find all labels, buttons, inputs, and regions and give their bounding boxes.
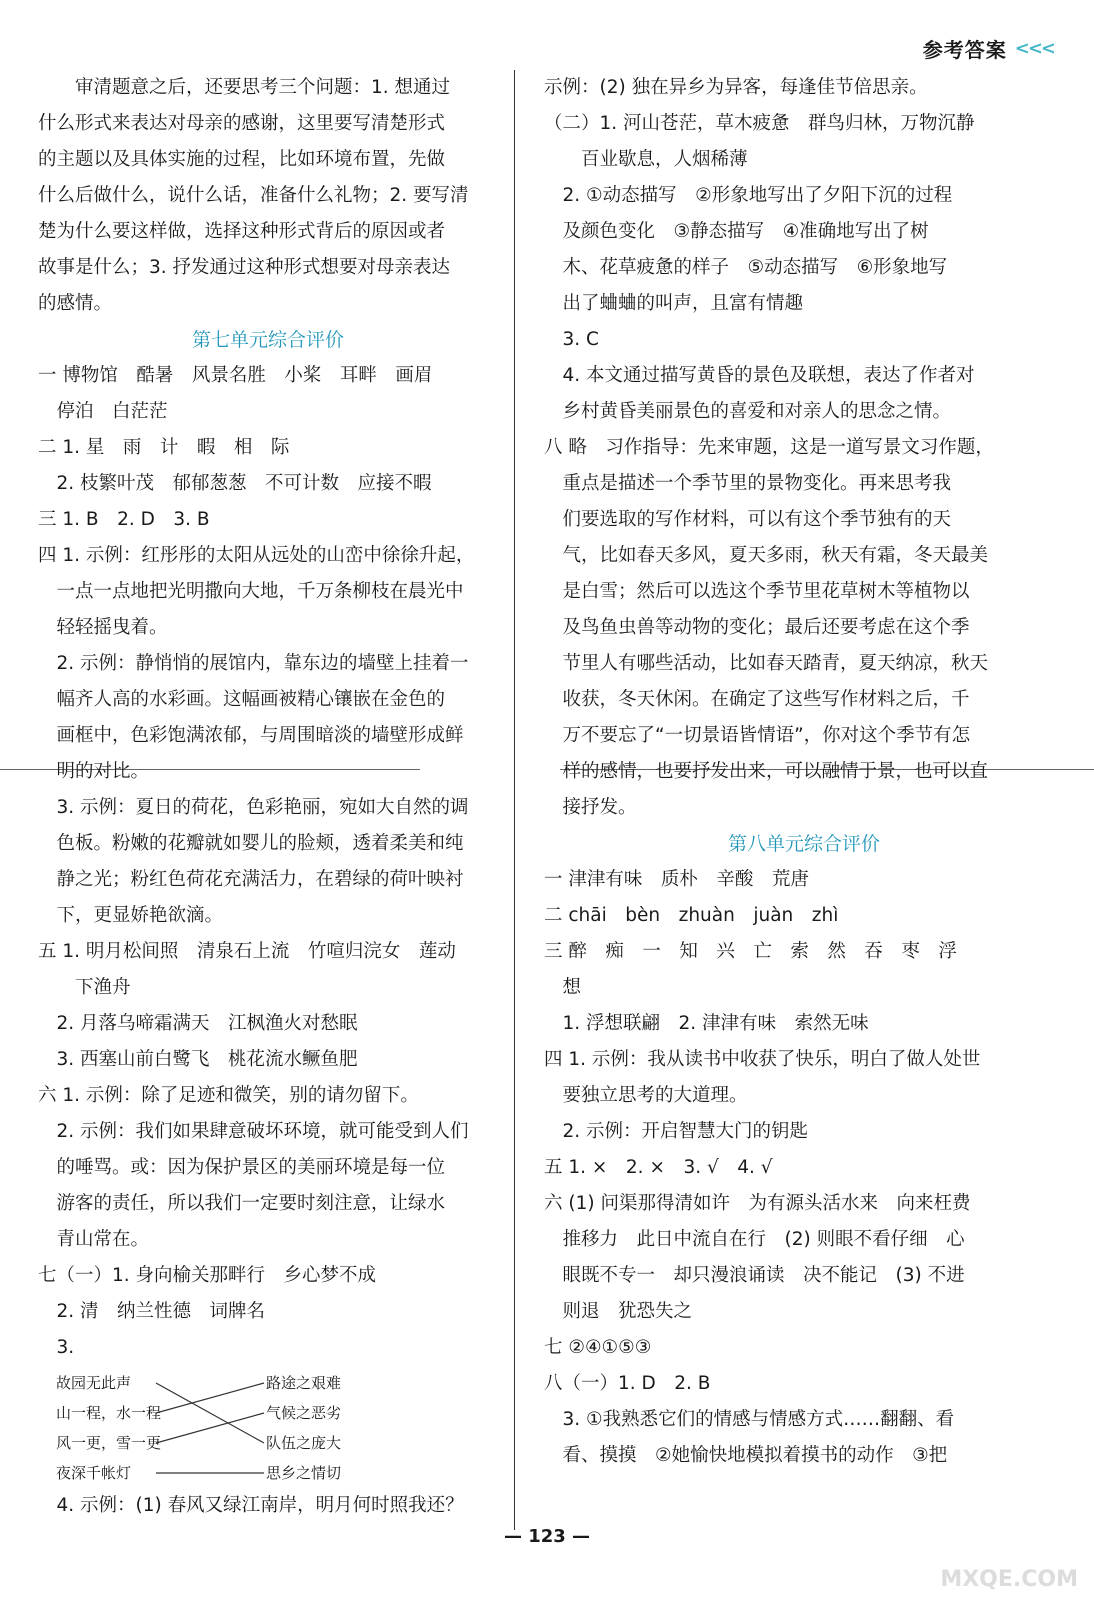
text-line: 什么后做什么，说什么话，准备什么礼物；2. 要写清 (38, 185, 469, 206)
text-line: 七 ②④①⑤③ (544, 1337, 652, 1358)
text-line: 五 1. × 2. × 3. √ 4. √ (544, 1157, 773, 1178)
text-line: 幅齐人高的水彩画。这幅画被精心镶嵌在金色的 (38, 689, 446, 710)
match-line-3 (156, 1413, 264, 1443)
match-right-item: 队伍之庞大 (266, 1434, 342, 1452)
section-title: 第七单元综合评价 (191, 329, 344, 351)
text-line: 收获，冬天休闲。在确定了这些写作材料之后，千 (544, 689, 970, 710)
text-line: 一 博物馆 酷暑 风景名胜 小桨 耳畔 画眉 (38, 365, 433, 386)
text-line: 二 1. 星 雨 计 暇 相 际 (38, 437, 290, 458)
text-line: 木、花草疲惫的样子 ⑤动态描写 ⑥形象地写 (544, 257, 948, 278)
text-line: 想 (544, 977, 582, 998)
match-right-item: 气候之恶劣 (266, 1404, 342, 1422)
text-line: 八（一）1. D 2. B (544, 1373, 711, 1394)
text-line: 们要选取的写作材料，可以有这个季节独有的天 (544, 509, 952, 530)
text-line: 四 1. 示例：红彤彤的太阳从远处的山峦中徐徐升起， (38, 545, 475, 566)
match-left-item: 山一程，水一程 (56, 1404, 162, 1422)
text-line: 要独立思考的大道理。 (544, 1085, 748, 1106)
text-line: 4. 本文通过描写黄昏的景色及联想，表达了作者对 (544, 365, 975, 386)
match-line-2 (156, 1383, 264, 1413)
text-line: 2. 示例：开启智慧大门的钥匙 (544, 1121, 809, 1142)
text-line: 2. ①动态描写 ②形象地写出了夕阳下沉的过程 (544, 185, 953, 206)
text-line: 重点是描述一个季节里的景物变化。再来思考我 (544, 473, 952, 494)
text-line: 游客的责任，所以我们一定要时刻注意，让绿水 (38, 1193, 446, 1214)
text-line: 的感情。 (38, 293, 113, 314)
text-line: 及鸟鱼虫兽等动物的变化；最后还要考虑在这个季 (544, 617, 970, 638)
page-number: — 123 — (503, 1526, 591, 1547)
text-line: 乡村黄昏美丽景色的喜爱和对亲人的思念之情。 (544, 401, 952, 422)
right-column (544, 70, 1064, 1474)
text-line: 四 1. 示例：我从读书中收获了快乐，明白了做人处世 (544, 1049, 981, 1070)
text-line: 六 1. 示例：除了足迹和微笑，别的请勿留下。 (38, 1085, 419, 1106)
chevron-arrows-icon: <<< (1014, 37, 1054, 59)
text-line: 及颜色变化 ③静态描写 ④准确地写出了树 (544, 221, 929, 242)
text-line: 明的对比。 (38, 761, 150, 782)
match-right-item: 路途之艰难 (266, 1374, 342, 1392)
text-line: 接抒发。 (544, 797, 637, 818)
text-line: 出了蛐蛐的叫声，且富有情趣 (544, 293, 804, 314)
text-line: 色板。粉嫩的花瓣就如婴儿的脸颊，透着柔美和纯 (38, 833, 464, 854)
column-divider (514, 70, 515, 1530)
text-line: 停泊 白茫茫 (38, 401, 168, 422)
text-line: 3. (38, 1337, 75, 1358)
text-line: 三 1. B 2. D 3. B (38, 509, 210, 530)
text-line: 气，比如春天多风，夏天多雨，秋天有霜，冬天最美 (544, 545, 989, 566)
text-line: 画框中，色彩饱满浓郁，与周围暗淡的墙壁形成鲜 (38, 725, 464, 746)
matching-left-items (56, 1368, 161, 1488)
text-line: 一点一点地把光明撒向大地，千万条柳枝在晨光中 (38, 581, 464, 602)
text-line: 推移力 此日中流自在行 (2) 则眼不看仔细 心 (544, 1229, 965, 1250)
left-tail-lines (38, 1488, 498, 1524)
text-line: （二）1. 河山苍茫，草木疲惫 群鸟归林，万物沉静 (544, 113, 975, 134)
text-line: 1. 浮想联翩 2. 津津有味 索然无味 (544, 1013, 869, 1034)
watermark-logo: MXQE.COM (940, 1567, 1078, 1592)
text-line: 2. 枝繁叶茂 郁郁葱葱 不可计数 应接不暇 (38, 473, 432, 494)
text-line: 青山常在。 (38, 1229, 150, 1250)
text-line: 2. 示例：我们如果肆意破坏环境，就可能受到人们 (38, 1121, 469, 1142)
left-text-lines (38, 70, 498, 1366)
right-text-lines (544, 70, 1064, 1474)
text-line: 五 1. 明月松间照 清泉石上流 竹喧归浣女 莲动 (38, 941, 456, 962)
text-line: 3. C (544, 329, 599, 350)
text-line: 样的感情，也要抒发出来，可以融情于景，也可以直 (544, 761, 989, 782)
text-line: 轻轻摇曳着。 (38, 617, 168, 638)
text-line: 一 津津有味 质朴 辛酸 荒唐 (544, 869, 809, 890)
text-line: 七（一）1. 身向榆关那畔行 乡心梦不成 (38, 1265, 377, 1286)
header-title: 参考答案 (922, 37, 1007, 62)
text-line: 3. 示例：夏日的荷花，色彩艳丽，宛如大自然的调 (38, 797, 469, 818)
text-line: 百业歇息，人烟稀薄 (544, 149, 748, 170)
text-line: 的唾骂。或：因为保护景区的美丽环境是每一位 (38, 1157, 446, 1178)
match-line-1 (156, 1383, 264, 1443)
text-line: 下，更显娇艳欲滴。 (38, 905, 224, 926)
text-line: 下渔舟 (38, 977, 131, 998)
text-line: 是白雪；然后可以选这个季节里花草树木等植物以 (544, 581, 970, 602)
left-column (38, 70, 498, 1524)
text-line: 3. ①我熟悉它们的情感与情感方式……翻翻、看 (544, 1409, 955, 1430)
text-line: 什么形式来表达对母亲的感谢，这里要写清楚形式 (38, 113, 446, 134)
text-line: 三 醉 痴 一 知 兴 亡 索 然 吞 枣 浮 (544, 941, 957, 962)
text-line: 节里人有哪些活动，比如春天踏青，夏天纳凉，秋天 (544, 653, 989, 674)
text-line: 故事是什么；3. 抒发通过这种形式想要对母亲表达 (38, 257, 451, 278)
text-line: 2. 清 纳兰性德 词牌名 (38, 1301, 266, 1322)
text-line: 审清题意之后，还要思考三个问题：1. 想通过 (38, 77, 451, 98)
matching-right-items (266, 1368, 341, 1488)
text-line: 示例：(2) 独在异乡为异客，每逢佳节倍思亲。 (544, 77, 928, 98)
text-line: 2. 月落乌啼霜满天 江枫渔火对愁眠 (38, 1013, 358, 1034)
text-line: 二 chāi bèn zhuàn juàn zhì (544, 905, 839, 926)
section-title: 第八单元综合评价 (727, 833, 880, 855)
text-line: 静之光；粉红色荷花充满活力，在碧绿的荷叶映衬 (38, 869, 464, 890)
text-line: 眼既不专一 却只漫浪诵读 决不能记 (3) 不进 (544, 1265, 965, 1286)
text-line: 楚为什么要这样做，选择这种形式背后的原因或者 (38, 221, 446, 242)
match-right-item: 思乡之情切 (266, 1464, 342, 1482)
text-line: 六 (1) 问渠那得清如许 为有源头活水来 向来枉费 (544, 1193, 971, 1214)
match-left-item: 故园无此声 (56, 1374, 132, 1392)
text-line: 2. 示例：静悄悄的展馆内，靠东边的墙壁上挂着一 (38, 653, 469, 674)
text-line: 看、摸摸 ②她愉快地模拟着摸书的动作 ③把 (544, 1445, 948, 1466)
page-header (923, 34, 1054, 62)
text-line: 4. 示例：(1) 春风又绿江南岸，明月何时照我还？ (38, 1495, 464, 1516)
text-line: 3. 西塞山前白鹭飞 桃花流水鳜鱼肥 (38, 1049, 358, 1070)
match-left-item: 夜深千帐灯 (56, 1464, 132, 1482)
text-line: 万不要忘了“一切景语皆情语”，你对这个季节有怎 (544, 725, 971, 746)
matching-exercise (38, 1366, 498, 1488)
text-line: 八 略 习作指导：先来审题，这是一道写景文习作题， (544, 437, 994, 458)
text-line: 则退 犹恐失之 (544, 1301, 693, 1322)
text-line: 的主题以及具体实施的过程，比如环境布置，先做 (38, 149, 446, 170)
match-left-item: 风一更，雪一更 (56, 1434, 162, 1452)
